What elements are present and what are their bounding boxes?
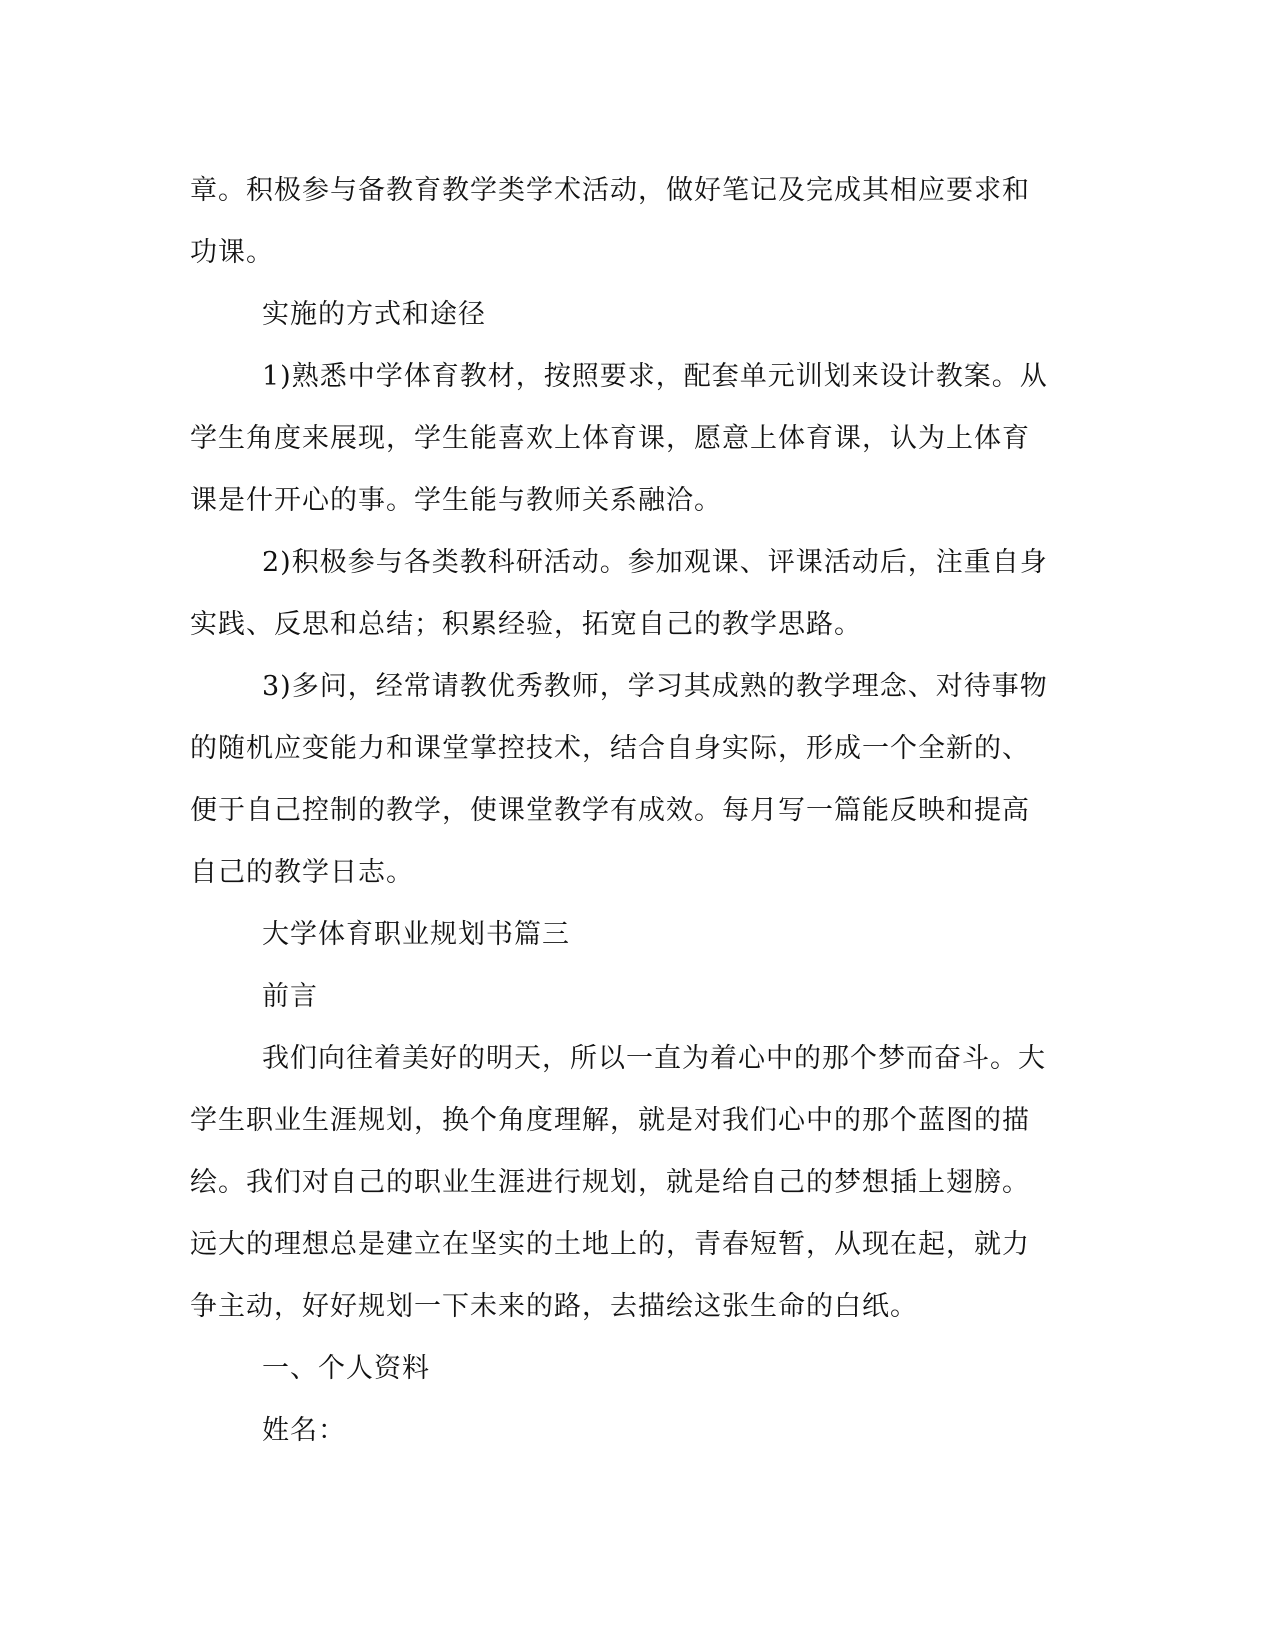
section-heading: 实施的方式和途径: [262, 299, 486, 330]
text-line: 绘。我们对自己的职业生涯进行规划，就是给自己的梦想插上翅膀。: [190, 1167, 1030, 1198]
section-heading: 前言: [262, 981, 318, 1012]
text-line: 争主动，好好规划一下未来的路，去描绘这张生命的白纸。: [190, 1291, 918, 1322]
text-line: 实践、反思和总结；积累经验，拓宽自己的教学思路。: [190, 609, 862, 640]
text-line: 自己的教学日志。: [190, 857, 414, 888]
text-line: 远大的理想总是建立在坚实的土地上的，青春短暂，从现在起，就力: [190, 1229, 1030, 1260]
text-line: 功课。: [190, 237, 274, 268]
section-heading: 一、个人资料: [262, 1353, 430, 1384]
text-line: 2)积极参与各类教科研活动。参加观课、评课活动后，注重自身: [262, 547, 1048, 578]
text-line: 便于自己控制的教学，使课堂教学有成效。每月写一篇能反映和提高: [190, 795, 1030, 826]
text-line: 学生角度来展现，学生能喜欢上体育课，愿意上体育课，认为上体育: [190, 423, 1030, 454]
text-line: 学生职业生涯规划，换个角度理解，就是对我们心中的那个蓝图的描: [190, 1105, 1030, 1136]
text-line: 课是什开心的事。学生能与教师关系融洽。: [190, 485, 722, 516]
document-body: [190, 160, 1070, 1462]
field-label: 姓名：: [262, 1415, 346, 1446]
text-line: 1)熟悉中学体育教材，按照要求，配套单元训划来设计教案。从: [262, 361, 1048, 392]
text-line: 章。积极参与备教育教学类学术活动，做好笔记及完成其相应要求和: [190, 175, 1030, 206]
text-line: 3)多问，经常请教优秀教师，学习其成熟的教学理念、对待事物: [262, 671, 1048, 702]
chapter-title: 大学体育职业规划书篇三: [262, 919, 570, 950]
text-line: 的随机应变能力和课堂掌控技术，结合自身实际，形成一个全新的、: [190, 733, 1030, 764]
text-line: 我们向往着美好的明天，所以一直为着心中的那个梦而奋斗。大: [262, 1043, 1046, 1074]
